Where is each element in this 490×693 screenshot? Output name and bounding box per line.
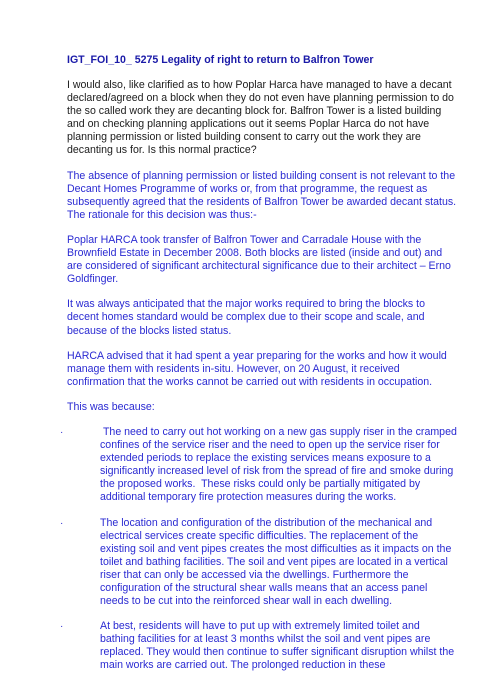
bullet-marker: · [60, 621, 64, 633]
list-item [60, 620, 457, 672]
answer-paragraph-4: HARCA advised that it had spent a year preparing for the works and how it would manage them with residents in-situ. However, on 20 August, it received confirmation that the works cannot be carried out with residents in occupation. [67, 349, 447, 388]
list-item-text: The need to carry out hot working on a new gas supply riser in the cramped confines of the service riser and the need to open up the service riser for extended periods to replace the existing services means exposure to a significantly increased level of risk from the spread of fire and smoke during the proposed works. These risks could only be partially mitigated by additional temporary fire protection measures during the works. [100, 425, 460, 504]
question-paragraph: I would also, like clarified as to how Poplar Harca have managed to have a decant declared/agreed on a block when they do not even have planning permission to do the so called work they are decanting block for. Balfron Tower is a listed building and on checking planning applications out it seems Poplar Harca do not have planning permission or listed building consent to carry out the work they are decanting us for. Is this normal practice? [67, 79, 454, 157]
list-item [60, 516, 457, 609]
list-item-text: The location and configuration of the distribution of the mechanical and electrical services create specific difficulties. The replacement of the existing soil and vent pipes creates the most difficulties as it impacts on the toilet and bathing facilities. The soil and vent pipes are located in a vertical riser that can only be accessed via the dwellings. Furthermore the configuration of the structural shear walls means that an access panel needs to be cut into the reinforced shear wall in each dwelling. [100, 516, 452, 608]
answer-paragraph-3: It was always anticipated that the major works required to bring the blocks to decent homes standard would be complex due to their scope and scale, and because of the blocks listed status. [67, 298, 426, 337]
answer-paragraph-5: This was because: [67, 400, 155, 413]
bullet-marker: · [60, 426, 64, 438]
document-page [60, 54, 460, 685]
answer-paragraph-1: The absence of planning permission or listed building consent is not relevant to the Decant Homes Programme of works or, from that programme, the request as subsequently agreed that the residents of Balfron Tower be awarded decant status. The rationale for this decision was thus:- [67, 169, 457, 221]
bullet-marker: · [60, 517, 64, 529]
document-title: IGT_FOI_10_ 5275 Legality of right to return to Balfron Tower [67, 54, 374, 66]
reasons-list [60, 425, 460, 673]
list-item [60, 425, 460, 505]
answer-paragraph-2: Poplar HARCA took transfer of Balfron Tower and Carradale House with the Brownfield Estate in December 2008. Both blocks are listed (inside and out) and are considered of significant architectural significance due to their architect – Erno Goldfinger. [67, 233, 451, 286]
list-item-text: At best, residents will have to put up with extremely limited toilet and bathing facilities for at least 3 months whilst the soil and vent pipes are replaced. They would then continue to suffer significant disruption whilst the main works are carried out. The prolonged reduction in these [100, 620, 455, 672]
